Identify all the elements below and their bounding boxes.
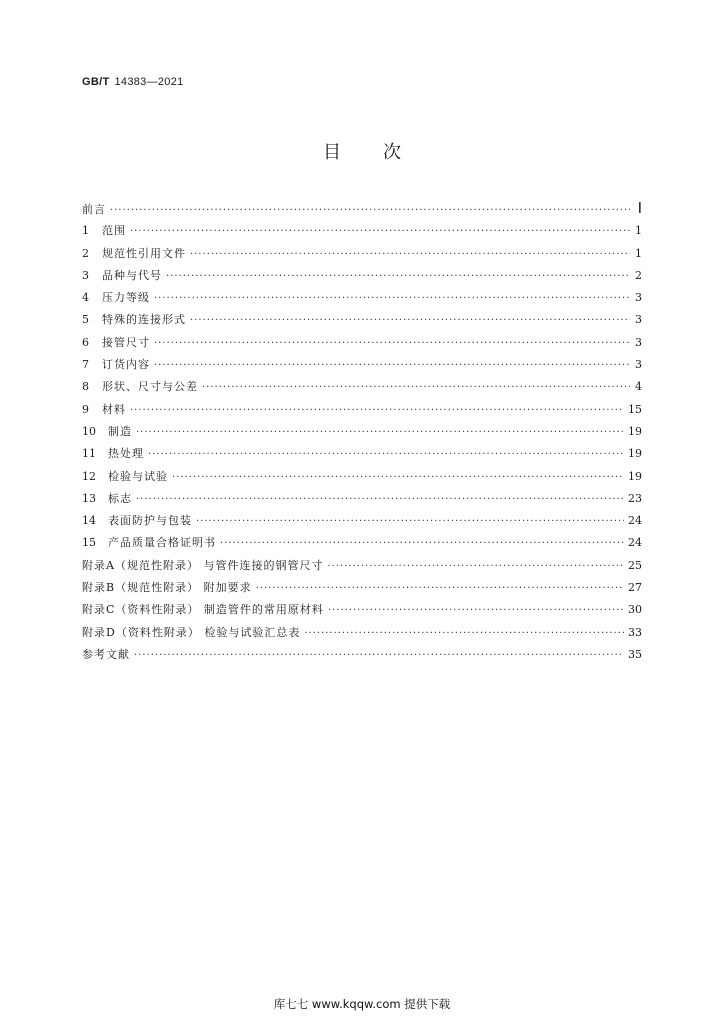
toc-leader-dots [130, 221, 630, 243]
standard-code: GB/T [82, 76, 110, 88]
toc-entry-title: 品种与代号 [102, 268, 162, 282]
toc-leader-dots [136, 489, 624, 511]
toc-entry-title: 附录C（资料性附录） 制造管件的常用原材料 [82, 603, 324, 617]
toc-entry-number: 6 [82, 335, 89, 349]
table-of-contents [82, 198, 642, 666]
toc-leader-dots [327, 556, 624, 578]
toc-entry-title: 订货内容 [102, 358, 150, 372]
toc-entry-page: 19 [628, 469, 642, 483]
toc-entry-page: 15 [628, 402, 642, 416]
toc-entry-title: 参考文献 [82, 647, 130, 661]
toc-entry-number: 8 [82, 380, 89, 394]
toc-entry-number: 11 [82, 447, 96, 461]
toc-entry-title: 前言 [82, 203, 106, 216]
toc-entry-label [82, 577, 252, 599]
toc-entry-page: 23 [628, 491, 642, 505]
toc-entry-number: 7 [82, 358, 89, 372]
toc-entry-title: 检验与试验 [108, 469, 168, 483]
standard-number-value: 14383—2021 [114, 76, 184, 88]
toc-entry[interactable] [82, 488, 642, 510]
toc-entry[interactable] [82, 332, 642, 354]
toc-entry-number: 3 [82, 268, 89, 282]
toc-entry-page: 4 [635, 380, 642, 394]
toc-entry-page: 1 [635, 224, 642, 238]
toc-entry-title: 材料 [102, 402, 126, 416]
toc-entry-label [82, 265, 162, 287]
toc-entry-label [82, 532, 216, 554]
toc-leader-dots [130, 400, 624, 422]
toc-entry-page: 2 [635, 268, 642, 282]
toc-leader-dots [190, 310, 630, 332]
toc-entry[interactable] [82, 265, 642, 287]
toc-entry-label [82, 399, 126, 421]
toc-entry-title: 形状、尺寸与公差 [102, 380, 198, 394]
toc-leader-dots [154, 333, 630, 355]
toc-entry[interactable] [82, 555, 642, 577]
toc-entry-page: 24 [628, 536, 642, 550]
toc-leader-dots [190, 244, 630, 266]
toc-entry[interactable] [82, 399, 642, 421]
toc-entry-label [82, 199, 106, 221]
toc-entry-number: 9 [82, 402, 89, 416]
toc-entry[interactable] [82, 466, 642, 488]
toc-entry-label [82, 510, 192, 532]
page-title: 目次 [323, 142, 443, 163]
standard-number [82, 76, 184, 88]
toc-entry-title: 特殊的连接形式 [102, 313, 186, 327]
toc-entry-page: 3 [635, 313, 642, 327]
toc-entry[interactable] [82, 443, 642, 465]
toc-entry-label [82, 443, 144, 465]
toc-entry-number: 15 [82, 536, 96, 550]
toc-entry[interactable] [82, 220, 642, 242]
toc-entry-page: 3 [635, 358, 642, 372]
toc-leader-dots [136, 422, 624, 444]
toc-leader-dots [154, 355, 630, 377]
toc-leader-dots [196, 511, 624, 533]
toc-leader-dots [220, 533, 624, 555]
toc-entry-number: 13 [82, 491, 96, 505]
toc-entry-label [82, 599, 324, 621]
toc-entry-label [82, 376, 198, 398]
toc-entry[interactable] [82, 243, 642, 265]
toc-entry[interactable] [82, 287, 642, 309]
toc-entry-page: Ⅰ [637, 201, 642, 217]
toc-entry-label [82, 466, 168, 488]
toc-leader-dots [148, 444, 624, 466]
toc-leader-dots [134, 645, 624, 667]
toc-entry[interactable] [82, 622, 642, 644]
toc-entry-label [82, 644, 130, 666]
toc-entry-page: 30 [628, 603, 642, 617]
toc-entry-page: 25 [628, 558, 642, 572]
toc-entry-number: 14 [82, 514, 96, 528]
toc-entry[interactable] [82, 309, 642, 331]
toc-entry-title: 压力等级 [102, 291, 150, 305]
toc-entry-number: 1 [82, 224, 89, 238]
toc-leader-dots [166, 266, 630, 288]
toc-entry[interactable] [82, 421, 642, 443]
toc-entry[interactable] [82, 644, 642, 666]
toc-entry-label [82, 488, 132, 510]
toc-leader-dots [172, 467, 624, 489]
toc-entry[interactable] [82, 376, 642, 398]
toc-entry-page: 35 [628, 647, 642, 661]
toc-entry-label [82, 622, 300, 644]
toc-entry-label [82, 555, 323, 577]
toc-entry-label [82, 287, 150, 309]
toc-entry-title: 附录A（规范性附录） 与管件连接的钢管尺寸 [82, 558, 324, 572]
toc-entry[interactable] [82, 198, 642, 220]
toc-entry-title: 标志 [108, 491, 132, 505]
toc-entry-page: 3 [635, 335, 642, 349]
toc-entry[interactable] [82, 599, 642, 621]
toc-entry-title: 制造 [108, 424, 132, 438]
toc-entry-title: 产品质量合格证明书 [108, 536, 216, 550]
download-footer: 库七七 www.kqqw.com 提供下载 [273, 997, 451, 1011]
toc-entry[interactable] [82, 577, 642, 599]
toc-leader-dots [154, 288, 630, 310]
toc-leader-dots [256, 578, 624, 600]
toc-entry-title: 附录D（资料性附录） 检验与试验汇总表 [82, 625, 301, 639]
toc-entry-label [82, 421, 132, 443]
toc-leader-dots [304, 623, 624, 645]
toc-entry-page: 33 [628, 625, 642, 639]
toc-entry-number: 10 [82, 424, 96, 438]
toc-entry-number: 4 [82, 291, 89, 305]
toc-leader-dots [110, 200, 630, 222]
toc-entry-number: 2 [82, 246, 89, 260]
toc-entry-title: 热处理 [108, 447, 144, 461]
toc-entry[interactable] [82, 510, 642, 532]
toc-entry-page: 19 [628, 424, 642, 438]
toc-entry-label [82, 332, 150, 354]
toc-entry-number: 12 [82, 469, 96, 483]
toc-entry-label [82, 243, 186, 265]
toc-entry[interactable] [82, 354, 642, 376]
toc-entry-label [82, 354, 150, 376]
toc-entry-label [82, 309, 186, 331]
toc-entry-title: 附录B（规范性附录） 附加要求 [82, 581, 252, 595]
toc-entry-title: 范围 [102, 224, 126, 238]
toc-entry-title: 规范性引用文件 [102, 246, 186, 260]
toc-entry-page: 19 [628, 447, 642, 461]
toc-entry-page: 24 [628, 514, 642, 528]
toc-leader-dots [202, 377, 630, 399]
toc-entry-page: 27 [628, 581, 642, 595]
toc-entry-page: 3 [635, 291, 642, 305]
toc-entry-page: 1 [635, 246, 642, 260]
toc-entry-title: 表面防护与包装 [108, 514, 192, 528]
toc-entry[interactable] [82, 532, 642, 554]
toc-entry-title: 接管尺寸 [102, 335, 150, 349]
toc-entry-label [82, 220, 126, 242]
toc-leader-dots [328, 600, 624, 622]
toc-entry-number: 5 [82, 313, 89, 327]
